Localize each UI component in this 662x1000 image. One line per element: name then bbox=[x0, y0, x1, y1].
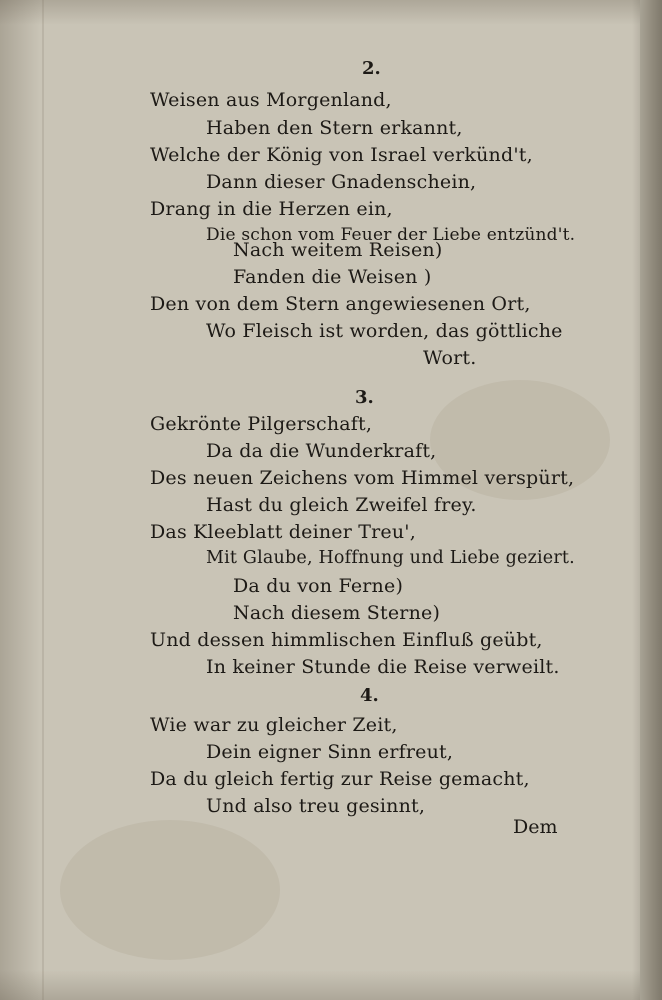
verse-line: Die schon vom Feuer der Liebe entzünd't. bbox=[206, 225, 576, 245]
verse-line: Das Kleeblatt deiner Treu', bbox=[150, 521, 416, 543]
catchword: Dem bbox=[513, 816, 558, 838]
verse-line: Und dessen himmlischen Einfluß geübt, bbox=[150, 629, 543, 651]
verse-line: Mit Glaube, Hoffnung und Liebe geziert. bbox=[206, 548, 575, 568]
verse-line: Drang in die Herzen ein, bbox=[150, 198, 393, 220]
verse-line: Dein eigner Sinn erfreut, bbox=[206, 741, 454, 763]
verse-line: Des neuen Zeichens vom Himmel verspürt, bbox=[150, 467, 575, 489]
verse-line: Weisen aus Morgenland, bbox=[150, 89, 392, 111]
verse-line: Dann dieser Gnadenschein, bbox=[206, 171, 477, 193]
verse-line: Da da die Wunderkraft, bbox=[206, 440, 437, 462]
verse-number: 3. bbox=[355, 387, 374, 408]
verse-line: Welche der König von Israel verkünd't, bbox=[150, 144, 533, 166]
verse-line: Da du gleich fertig zur Reise gemacht, bbox=[150, 768, 530, 790]
verse-line: Hast du gleich Zweifel frey. bbox=[206, 494, 477, 516]
verse-line: Und also treu gesinnt, bbox=[206, 795, 426, 817]
verse-line: Haben den Stern erkannt, bbox=[206, 117, 463, 139]
verse-line: Wo Fleisch ist worden, das göttliche bbox=[206, 320, 563, 342]
verse-line: Nach diesem Sterne) bbox=[233, 602, 441, 624]
verse-number: 2. bbox=[362, 58, 381, 79]
verse-line: Den von dem Stern angewiesenen Ort, bbox=[150, 293, 531, 315]
verse-line: Nach weitem Reisen) bbox=[233, 239, 443, 261]
verse-line: In keiner Stunde die Reise verweilt. bbox=[206, 656, 560, 678]
verse-number: 4. bbox=[360, 685, 379, 706]
verse-line: Da du von Ferne) bbox=[233, 575, 404, 597]
verse-line: Fanden die Weisen ) bbox=[233, 266, 432, 288]
verse-line: Wie war zu gleicher Zeit, bbox=[150, 714, 398, 736]
verse-line: Gekrönte Pilgerschaft, bbox=[150, 413, 373, 435]
verse-line: Wort. bbox=[423, 347, 477, 369]
